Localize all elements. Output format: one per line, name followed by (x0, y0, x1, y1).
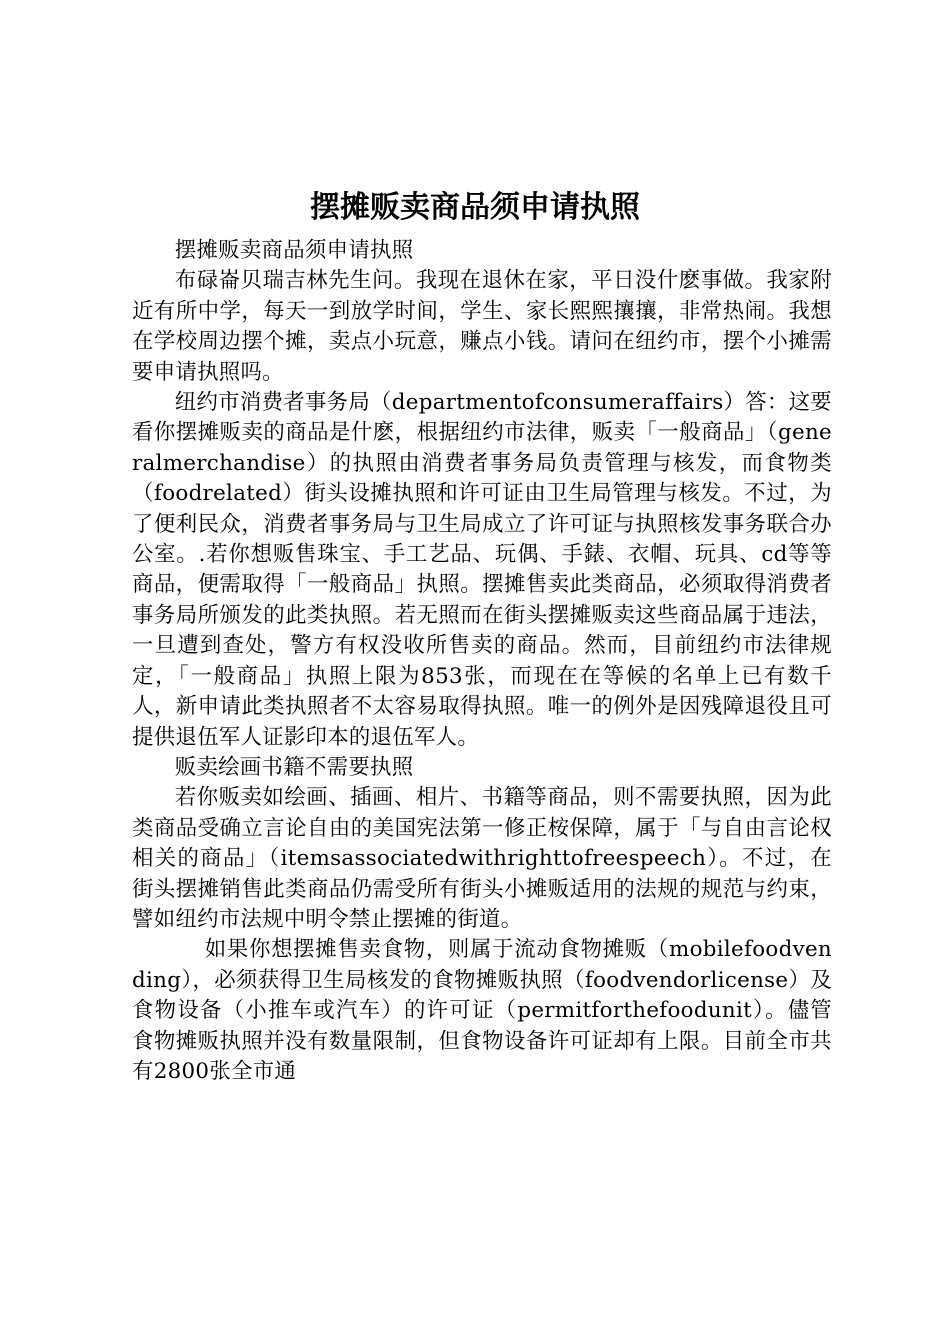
document-body (132, 236, 832, 1087)
paragraph-subtitle: 摆摊贩卖商品须申请执照 (174, 238, 414, 263)
paragraph-section-heading: 贩卖绘画书籍不需要执照 (174, 754, 414, 780)
paragraph-answer: 纽约市消费者事务局（departmentofconsumeraffairs）答：这要看你摆摊贩卖的商品是什麽，根据纽约市法律，贩卖「一般商品」（generalmerchandise）的执照由消费者事务局负责管理与核发，而食物类（foodrelated）街头设摊执照和许可证由卫生局管理与核发。不过，为了便利民众，消费者事务局与卫生局成立了许可证与执照核发事务联合办公室。.若你想贩售珠宝、手工艺品、玩偶、手錶、衣帽、玩具、cd等等商品，便需取得「一般商品」执照。摆摊售卖此类商品，必须取得消费者事务局所颁发的此类执照。若无照而在街头摆摊贩卖这些商品属于违法，一旦遭到查处，警方有权没收所售卖的商品。然而，目前纽约市法律规定，「一般商品」执照上限为853张，而现在在等候的名单上已有数千人，新申请此类执照者不太容易取得执照。唯一的例外是因残障退役且可提供退伍军人证影印本的退伍军人。 (132, 390, 832, 750)
paragraph-food-vending: 如果你想摆摊售卖食物，则属于流动食物摊贩（mobilefoodvending），必须获得卫生局核发的食物摊贩执照（foodvendorlicense）及食物设备（小推车或汽车）的许可证（permitforthefoodunit）。儘管食物摊贩执照并没有数量限制，但食物设备许可证却有上限。目前全市共有2800张全市通 (132, 937, 832, 1084)
paragraph-question: 布碌崙贝瑞吉林先生问。我现在退休在家，平日没什麽事做。我家附近有所中学，每天一到放学时间，学生、家长熙熙攘攘，非常热闹。我想在学校周边摆个摊，卖点小玩意，赚点小钱。请问在纽约市，摆个小摊需要申请执照吗。 (132, 268, 832, 385)
document-title: 摆摊贩卖商品须申请执照 (310, 190, 640, 225)
paragraph-art-books: 若你贩卖如绘画、插画、相片、书籍等商品，则不需要执照，因为此类商品受确立言论自由的美国宪法第一修正桉保障，属于「与自由言论权相关的商品」（itemsassociatedwithrighttofreespeech）。不过，在街头摆摊销售此类商品仍需受所有街头小摊贩适用的法规的规范与约束，譬如纽约市法规中明令禁止摆摊的街道。 (132, 785, 832, 932)
